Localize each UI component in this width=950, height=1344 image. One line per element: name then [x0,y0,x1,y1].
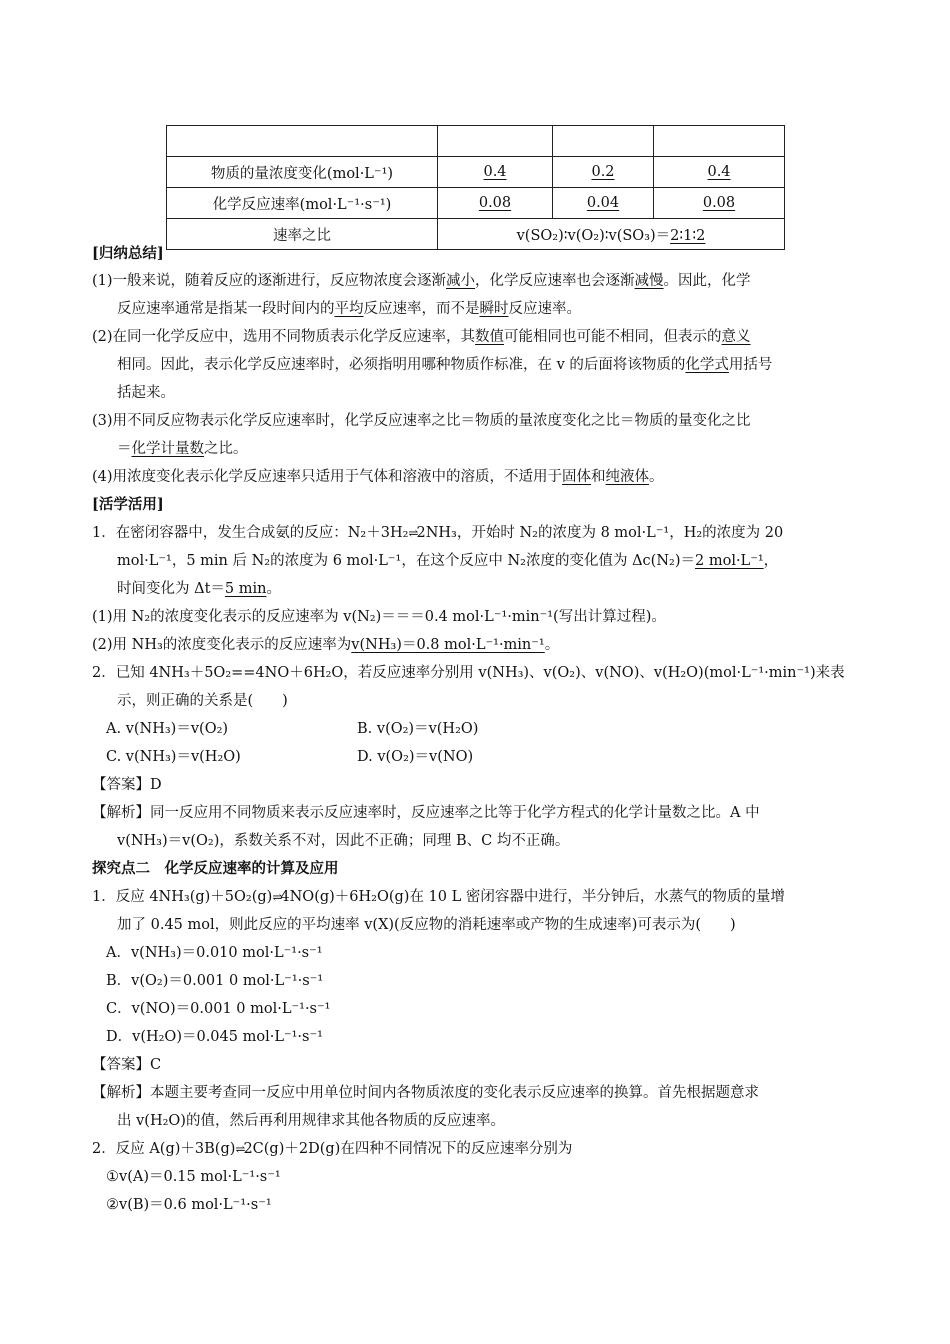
summary-point-4: (4)用浓度变化表示化学反应速率只适用于气体和溶液中的溶质，不适用于固体和纯液体。 [92,469,664,485]
reversible-arrow-icon: ⇌ [272,890,281,904]
option-a: A．v(NH₃)＝0.010 mol·L⁻¹·s⁻¹ [106,945,323,961]
summary-point-2-cont2: 括起来。 [117,385,175,401]
table-header-row [167,126,785,157]
summary-point-1: (1)一般来说，随着反应的逐渐进行，反应物浓度会逐渐减小，化学反应速率也会逐渐减慢。因此，化学 [92,273,751,289]
answer: 【答案】C [92,1057,162,1073]
explanation-cont: v(NH₃)＝v(O₂)，系数关系不对，因此不正确；同理 B、C 均不正确。 [117,833,570,849]
option-d: D．v(H₂O)＝0.045 mol·L⁻¹·s⁻¹ [106,1029,323,1045]
ratio-cell: v(SO₂)∶v(O₂)∶v(SO₃)＝2∶1∶2 [438,219,785,250]
reversible-arrow-icon: ⇌ [408,526,417,540]
section2-q2-option-1: ①v(A)＝0.15 mol·L⁻¹·s⁻¹ [106,1169,281,1185]
table-cell: 0.2 [591,164,615,180]
option-b: B. v(O₂)＝v(H₂O) [357,721,479,737]
table-cell: 0.08 [478,195,512,211]
explanation-cont: 出 v(H₂O)的值，然后再利用规律求其他各物质的反应速率。 [117,1113,505,1129]
practice-heading: [活学活用] [92,496,164,513]
table-row [167,219,785,250]
option-b: B．v(O₂)＝0.001 0 mol·L⁻¹·s⁻¹ [106,973,324,989]
table-cell: 0.4 [483,164,507,180]
practice-q2-cont: 示，则正确的关系是( ) [117,693,288,709]
section2-q2-option-2: ②v(B)＝0.6 mol·L⁻¹·s⁻¹ [106,1197,272,1213]
practice-q1-cont2: 时间变化为 Δt＝5 min。 [117,581,281,597]
row-label: 化学反应速率(mol·L⁻¹·s⁻¹) [167,188,438,219]
section2-q1-cont: 加了 0.45 mol，则此反应的平均速率 v(X)(反应物的消耗速率或产物的生成速率)可表示为( ) [117,917,736,933]
reaction-rate-table [166,125,785,250]
section-heading: 探究点二 化学反应速率的计算及应用 [92,860,339,877]
explanation: 【解析】本题主要考查同一反应中用单位时间内各物质浓度的变化表示反应速率的换算。首先根据题意求 [92,1085,759,1101]
summary-point-2-cont: 相同。因此，表示化学反应速率时，必须指明用哪种物质作标准，在 v 的后面将该物质的化学式用括号 [117,357,773,373]
summary-heading: [归纳总结] [92,245,164,262]
explanation: 【解析】同一反应用不同物质来表示反应速率时，反应速率之比等于化学方程式的化学计量数之比。A 中 [92,805,760,821]
section2-q1: 1．反应 4NH₃(g)＋5O₂(g)⇌4NO(g)＋6H₂O(g)在 10 L 密闭容器中进行，半分钟后，水蒸气的物质的量增 [92,886,785,908]
section2-q2: 2．反应 A(g)＋3B(g)⇌2C(g)＋2D(g)在四种不同情况下的反应速率分别为 [92,1138,572,1160]
summary-point-2: (2)在同一化学反应中，选用不同物质表示化学反应速率，其数值可能相同也可能不相同，但表示的意义 [92,329,751,345]
option-d: D. v(O₂)＝v(NO) [357,749,474,765]
table-cell: 0.04 [586,195,620,211]
answer: 【答案】D [92,777,162,793]
table-row [167,188,785,219]
practice-q2: 2．已知 4NH₃＋5O₂==4NO＋6H₂O，若反应速率分别用 v(NH₃)、v(O₂)、v(NO)、v(H₂O)(mol·L⁻¹·min⁻¹)来表 [92,665,845,681]
option-c: C．v(NO)＝0.001 0 mol·L⁻¹·s⁻¹ [106,1001,331,1017]
table-cell: 0.4 [707,164,731,180]
row-label: 速率之比 [167,219,438,250]
summary-point-3-cont: ＝化学计量数之比。 [117,441,248,457]
reversible-arrow-icon: ⇌ [235,1142,244,1156]
practice-q1-sub2: (2)用 NH₃的浓度变化表示的反应速率为v(NH₃)＝0.8 mol·L⁻¹·min⁻¹。 [92,637,560,653]
practice-q1: 1．在密闭容器中，发生合成氨的反应：N₂＋3H₂⇌2NH₃，开始时 N₂的浓度为 8 mol·L⁻¹，H₂的浓度为 20 [92,522,783,544]
table-row [167,157,785,188]
table-cell: 0.08 [702,195,736,211]
option-a: A. v(NH₃)＝v(O₂) [106,721,229,737]
practice-q1-sub1: (1)用 N₂的浓度变化表示的反应速率为 v(N₂)＝＝＝0.4 mol·L⁻¹·min⁻¹(写出计算过程)。 [92,609,666,625]
row-label: 物质的量浓度变化(mol·L⁻¹) [167,157,438,188]
summary-point-3: (3)用不同反应物表示化学反应速率时，化学反应速率之比＝物质的量浓度变化之比＝物质的量变化之比 [92,413,751,429]
practice-q1-cont: mol·L⁻¹，5 min 后 N₂的浓度为 6 mol·L⁻¹，在这个反应中 N₂浓度的变化值为 Δc(N₂)＝2 mol·L⁻¹， [117,553,779,569]
summary-point-1-cont: 反应速率通常是指某一段时间内的平均反应速率，而不是瞬时反应速率。 [117,301,581,317]
option-c: C. v(NH₃)＝v(H₂O) [106,749,241,765]
